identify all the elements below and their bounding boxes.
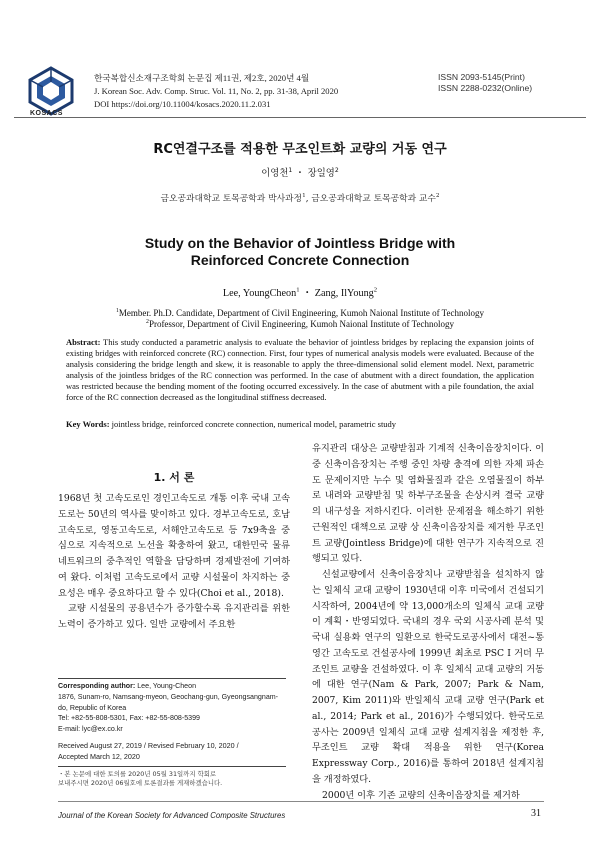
section-heading-introduction: 1. 서 론 [153,471,195,484]
author-1-sup: 1 [288,166,293,174]
contact-phone: Tel: +82-55-808-5301, Fax: +82-55-808-5399 [58,714,200,723]
paragraph: 유지관리 대상은 교량받침과 기계적 신축이음장치이다. 이 중 신축이음장치는 주행 중인 차량 충격에 의한 자체 파손도 문제이지만 누수 및 염화물질과 같은 오염물질이 하부로 내려와 교량받침 및 하부구조물을 손상시켜 결국 교량의 내구성을 저하시킨다. 이러한 문제점을 해소하기 위한 근원적인 대책으로 교량 상 신축이음장치를 제거한 무조인트 교량(Jointless Bridge)에 대한 연구가 지속적으로 진행되고 있다. [312,443,544,565]
affiliation-en-line-1 [0,308,600,319]
affiliation-2-sup: 2 [435,193,440,200]
note-line-2: 보내주시면 2020년 06월호에 토론결과를 게재하겠습니다. [58,779,223,788]
received-dates [58,740,298,762]
author-2-en: Zang, IlYoung [314,288,374,299]
paragraph: 2000년 이후 기존 교량의 신축이음장치를 제거하 [322,789,520,801]
author-2-sup: 2 [334,166,339,174]
issn-block [438,72,532,94]
corresponding-label: Corresponding author: [58,682,136,690]
contact-email[interactable]: E-mail: lyc@ex.co.kr [58,725,123,734]
affiliation-2: 금오공과대학교 토목공학과 교수 [311,194,436,204]
author-2-en-sup: 2 [373,286,378,294]
affiliation-separator: , [305,194,312,204]
affiliation-en-1: Member. Ph.D. Candidate, Department of Civil Engineering, Kumoh Naional Institute of Technology [118,308,485,318]
logo-text: KOSACS [30,110,63,117]
received-line-1: Received August 27, 2019 / Revised February 10, 2020 / [58,741,239,750]
note-divider [58,766,286,767]
journal-header [94,72,338,111]
header-divider [14,117,586,118]
authors-english [0,284,600,299]
affiliation-en-line-2 [0,319,600,330]
author-1-en-sup: 1 [296,286,300,294]
title-english [60,235,540,269]
journal-title-en: J. Korean Soc. Adv. Comp. Struc. Vol. 11, No. 2, pp. 31-38, April 2020 [94,86,339,96]
issn-print: ISSN 2093-5145(Print) [438,72,525,82]
authors-korean [0,165,600,179]
journal-title-ko: 한국복합신소재구조학회 논문집 제11권, 제2호, 2020년 4월 [94,73,310,83]
title-english-line-1: Study on the Behavior of Jointless Bridge with [144,235,456,251]
abstract [66,337,534,403]
corresponding-name: Lee, Young-Cheon [137,682,197,690]
doi-link[interactable]: DOI https://doi.org/10.11004/kosacs.2020.11.2.031 [94,99,271,109]
affiliation-korean [0,191,600,204]
keywords [66,419,534,430]
body-left-column [58,491,290,633]
keywords-label: Key Words: [66,419,110,429]
keywords-text: jointless bridge, reinforced concrete connection, numerical model, parametric study [111,419,397,429]
affiliation-en-2: Professor, Department of Civil Engineering, Kumoh Naional Institute of Technology [148,319,454,329]
issn-online: ISSN 2288-0232(Online) [438,83,533,93]
footer-journal: Journal of the Korean Society for Advanced Composite Structures [58,811,286,820]
author-en-separator: ・ [302,288,313,299]
footer-divider [58,801,544,802]
received-line-2: Accepted March 12, 2020 [58,752,140,761]
note-line-1: ・본 논문에 대한 토의를 2020년 05월 31일까지 학회로 [58,770,217,778]
kosacs-logo-icon [22,64,80,116]
paragraph: 신설교량에서 신축이음장치나 교량받침을 설치하지 않는 일체식 교대 교량이 1930년대 이후 미국에서 건설되기 시작하여, 2004년에 약 13,000개소의 일체식 교대 교량이 계획・반영되었다. 국내의 경우 국외 시공사례 분석 및 국내 실용화 연구의 일환으로 한국도로공사에서 대전~통영간 고속도로 건설공사에 1999년 최초로 PSC I 거더 무조인트 교량을 건설하였다. 이 후 일체식 교대 교량의 거동에 대한 연구(Nam & Park, 2007; Park & Nam, 2007, Kim 2011)와 반일체식 교대 교량 연구(Park et al., 2014; Park et al., 2016)가 수행되었다. 한국도로공사는 2009년 일체식 교대 교량 설계지침을 제정한 후, 무조인트 교량 확대 적용을 위한 연구(Korea Expressway Corp., 2016)를 통하여 2018년 설계지침을 개정하였다. [312,569,544,785]
author-2: 장일영 [307,168,335,179]
address-line-1: 1876, Sunam-ro, Namsang-myeon, Geochang-gun, Gyeongsangnam- [58,692,279,701]
address-line-2: do, Republic of Korea [58,703,127,712]
affiliation-en-1-sup: 1 [115,308,119,314]
affiliation-en-2-sup: 2 [146,319,149,325]
author-1: 이영천 [261,168,289,179]
corresponding-author [58,681,298,692]
abstract-label: Abstract: [66,337,101,347]
paragraph: 1968년 첫 고속도로인 경인고속도로 개통 이후 국내 고속도로는 50년의 역사를 맞이하고 있다. 경부고속도로, 호남고속도로, 영동고속도로, 서해안고속도로 등 7x9축을 중심으로 지속적으로 노선을 확충하여 왔고, 대한민국 물류네트워크의 중추적인 역할을 담당하며 경제발전에 기여하여 왔다. 이처럼 고속도로에서 교량 시설물이 차지하는 중요성은 매우 중요하다고 할 수 있다(Choi et al., 2018). [58,493,290,599]
discussion-note [58,770,290,788]
affiliation-1: 금오공과대학교 토목공학과 박사과정 [160,194,303,204]
title-korean: RC연결구조를 적용한 무조인트화 교량의 거동 연구 [153,142,447,157]
body-right-column [312,441,544,803]
paragraph: 교량 시설물의 공용년수가 증가할수록 유지관리를 위한 노력이 증가하고 있다. 일반 교량에서 주요한 [58,603,290,630]
abstract-text: This study conducted a parametric analysis to evaluate the behavior of jointless bridges by replacing the expansion joints of existing bridges with reinforced concrete (RC) connection. First, four types of numerical analysis models were evaluated. Because of the analysis considering the bridge length and skew, it is reasonable to apply the three-dimensional solid element model. Next, parametric analysis of the jointless bridges of the RC connection was performed. In the case of abutment with a direct foundation, the application was restricted because the bending moment of the footing occurred excessively. In the case of abutment with a pile foundation, the axial force of the RC connection decreased as the longitudinal stiffness decreased. [66,337,534,403]
title-english-line-2: Reinforced Concrete Connection [190,252,410,268]
correspondence-divider [58,678,286,679]
correspondence-block [58,681,298,735]
affiliation-1-sup: 1 [302,193,306,200]
author-separator: ・ [295,168,305,179]
author-1-en: Lee, YoungCheon [222,288,297,299]
page-number: 31 [531,808,541,819]
affiliation-english [0,308,600,330]
